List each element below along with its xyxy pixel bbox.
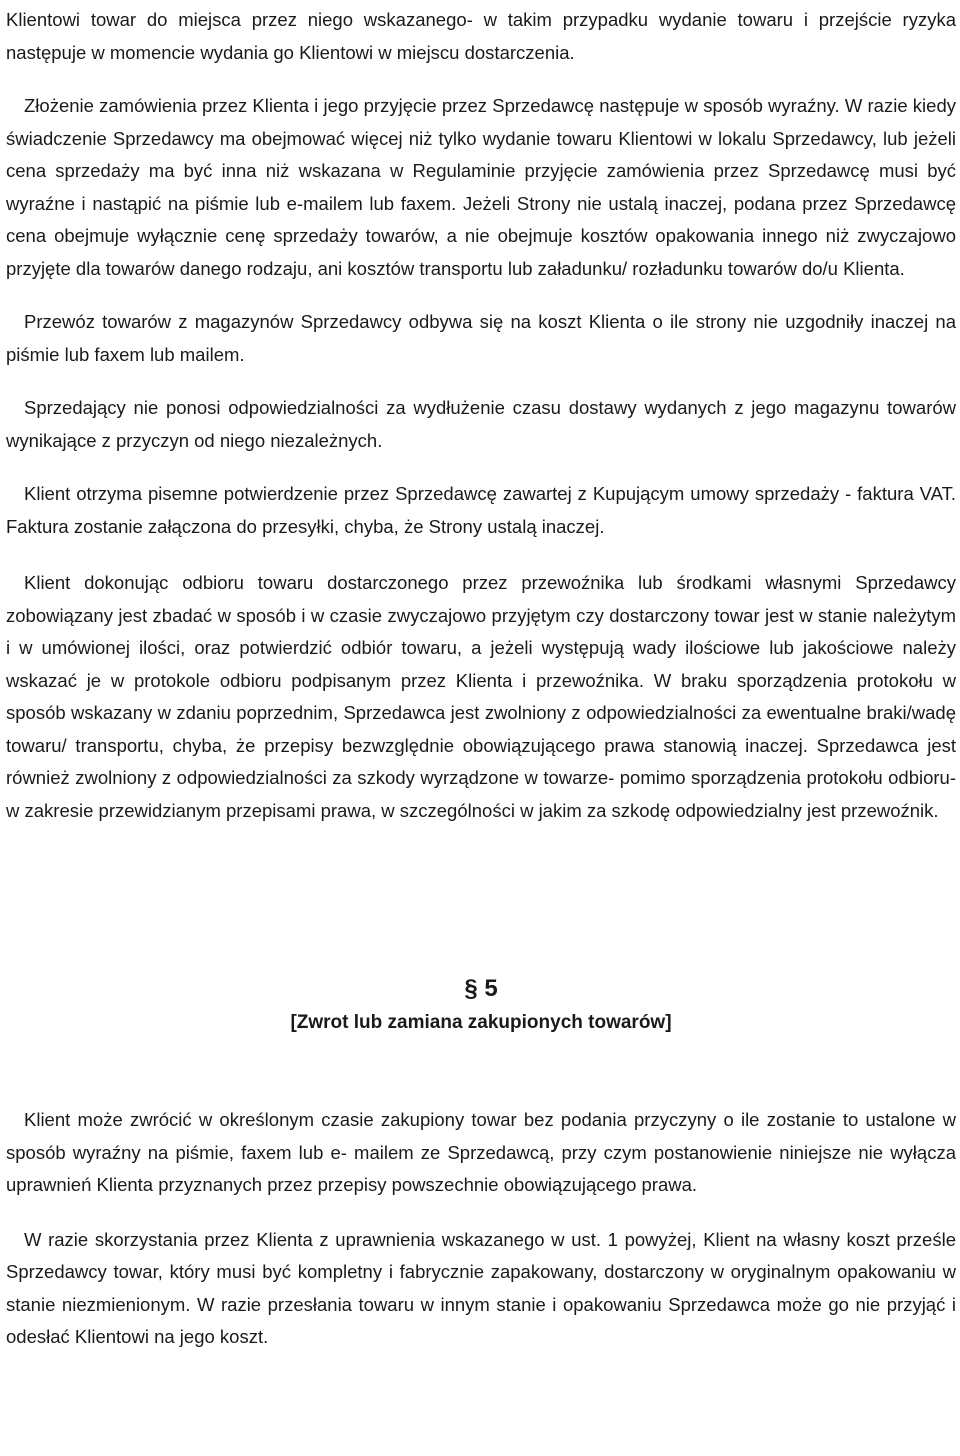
section-title: [Zwrot lub zamiana zakupionych towarów] [290,1012,672,1033]
section-heading [6,972,956,1040]
paragraph-return-right: Klient może zwrócić w określonym czasie zakupiony towar bez podania przyczyny o ile zostanie to ustalone w sposób wyraźny na piśmie, faxem lub e- mailem ze Sprzedawcą, przy czym postanowienie niniejsze nie wyłącza uprawnień Klienta przyznanych przez przepisy powszechnie obowiązującego prawa. [6,1109,956,1195]
paragraph-order-acceptance: Złożenie zamówienia przez Klienta i jego przyjęcie przez Sprzedawcę następuje w sposób wyraźny. W razie kiedy świadczenie Sprzedawcy ma obejmować więcej niż tylko wydanie towaru Klientowi w lokalu Sprzedawcy, lub jeżeli cena sprzedaży ma być inna niż wskazana w Regulaminie przyjęcie zamówienia przez Sprzedawcę musi być wyraźne i nastąpić na piśmie lub e-mailem lub faxem. Jeżeli Strony nie ustalą inaczej, podana przez Sprzedawcę cena obejmuje wyłącznie cenę sprzedaży towarów, a nie obejmuje kosztów opakowania innego niż zwyczajowo przyjęte dla towarów danego rodzaju, ani kosztów transportu lub załadunku/ rozładunku towarów do/u Klienta. [6,95,956,279]
paragraph-transport-cost: Przewóz towarów z magazynów Sprzedawcy odbywa się na koszt Klienta o ile strony nie uzgodniły inaczej na piśmie lub faxem lub mailem. [6,311,956,365]
paragraph-delivery-delay: Sprzedający nie ponosi odpowiedzialności za wydłużenie czasu dostawy wydanych z jego magazynu towarów wynikające z przyczyn od niego niezależnych. [6,397,956,451]
paragraph-invoice: Klient otrzyma pisemne potwierdzenie przez Sprzedawcę zawartej z Kupującym umowy sprzedaży - faktura VAT. Faktura zostanie załączona do przesyłki, chyba, że Strony ustalą inaczej. [6,483,956,537]
document-page [6,0,956,1354]
paragraph-delivery-risk: Klientowi towar do miejsca przez niego wskazanego- w takim przypadku wydanie towaru i przejście ryzyka następuje w momencie wydania go Klientowi w miejscu dostarczenia. [6,9,956,63]
section-number: § 5 [464,975,498,1002]
paragraph-return-conditions: W razie skorzystania przez Klienta z uprawnienia wskazanego w ust. 1 powyżej, Klient na własny koszt prześle Sprzedawcy towar, który musi być kompletny i fabrycznie zapakowany, dostarczony w oryginalnym opakowaniu w stanie niezmienionym. W razie przesłania towaru w innym stanie i opakowaniu Sprzedawca może go nie przyjąć i odesłać Klientowi na jego koszt. [6,1228,956,1347]
paragraph-receipt-inspection: Klient dokonując odbioru towaru dostarczonego przez przewoźnika lub środkami własnymi Sprzedawcy zobowiązany jest zbadać w sposób i w czasie zwyczajowo przyjętym czy dostarczony towar jest w stanie należytym i w umówionej ilości, oraz potwierdzić odbiór towaru, a jeżeli występują wady ilościowe lub jakościowe należy wskazać je w protokole odbioru podpisanym przez Klienta i przewoźnika. W braku sporządzenia protokołu w sposób wskazany w zdaniu poprzednim, Sprzedawca jest zwolniony z odpowiedzialności za ewentualne braki/wadę towaru/ transportu, chyba, że przepisy bezwzględnie obowiązującego prawa stanowią inaczej. Sprzedawca jest również zwolniony z odpowiedzialności za szkody wyrządzone w towarze- pomimo sporządzenia protokołu odbioru- w zakresie przewidzianym przepisami prawa, w szczególności w jakim za szkodę odpowiedzialny jest przewoźnik. [6,572,956,821]
